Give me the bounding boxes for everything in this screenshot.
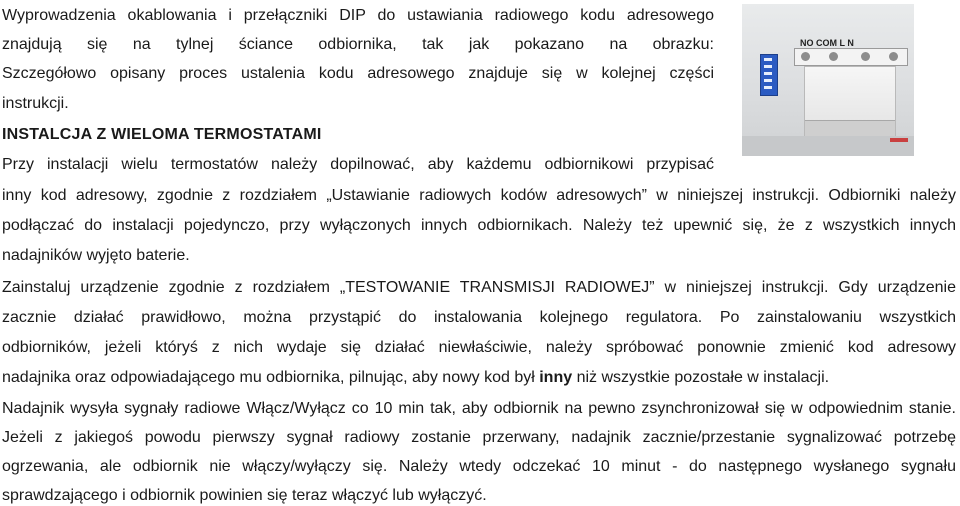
paragraph2-bold-word: inny	[539, 369, 573, 386]
photo-base	[742, 136, 914, 156]
terminal-labels: NO COM L N	[800, 38, 854, 48]
receiver-back-photo	[742, 4, 914, 156]
terminal-screw	[829, 52, 838, 61]
paragraph2-line-4-before: nadajnika oraz odpowiadającego mu odbiornika, pilnując, aby nowy kod był	[2, 369, 540, 386]
terminal-screw	[889, 52, 898, 61]
intro-line-1: Wyprowadzenia okablowania i przełączniki DIP do ustawiania radiowego kodu adresowego	[2, 7, 714, 24]
intro-line-3: Szczegółowo opisany proces ustalenia kodu adresowego znajduje się w kolejnej części	[2, 65, 714, 82]
paragraph2-line-1: Zainstaluj urządzenie zgodnie z rozdziałem „TESTOWANIE TRANSMISJI RADIOWEJ” w niniejszej instrukcji. Gdy urządzenie	[2, 279, 956, 296]
dip-lever	[764, 65, 772, 68]
terminal-screw	[801, 52, 810, 61]
terminal-block	[794, 48, 908, 66]
paragraph2-line-3: odbiorników, jeżeli któryś z nich wydaje się działać niewłaściwie, należy spróbować ponownie zmienić kod adresowy	[2, 339, 956, 356]
dip-lever	[764, 79, 772, 82]
paragraph3-line-2: Jeżeli z jakiegoś powodu pierwszy sygnał radiowy zostanie przerwany, nadajnik zacznie/przestanie sygnalizować potrzebę	[2, 429, 956, 446]
paragraph1-line-1: Przy instalacji wielu termostatów należy dopilnować, aby każdemu odbiornikowi przypisać	[2, 156, 714, 173]
paragraph1-line-2: inny kod adresowy, zgodnie z rozdziałem „Ustawianie radiowych kodów adresowych” w niniejszej instrukcji. Odbiorniki należy	[2, 187, 956, 204]
mounting-bracket	[804, 66, 896, 139]
red-mark	[890, 138, 908, 142]
dip-lever	[764, 72, 772, 75]
paragraph1-line-4: nadajników wyjęto baterie.	[2, 247, 190, 264]
terminal-screw	[861, 52, 870, 61]
intro-line-2: znajdują się na tylnej ściance odbiornika, tak jak pokazano na obrazku:	[2, 36, 714, 53]
paragraph2-line-4-after: niż wszystkie pozostałe w instalacji.	[572, 369, 830, 386]
paragraph2-line-2: zacznie działać prawidłowo, można przystąpić do instalowania kolejnego regulatora. Po zainstalowaniu wszystkich	[2, 309, 956, 326]
paragraph3-line-4: sprawdzającego i odbiornik powinien się teraz włączyć lub wyłączyć.	[2, 487, 487, 504]
dip-switch-icon	[760, 54, 778, 96]
paragraph3-line-3: ogrzewania, ale odbiornik nie włączy/wyłączy się. Należy wtedy odczekać 10 minut - do następnego wysłanego sygnału	[2, 458, 956, 475]
dip-lever	[764, 86, 772, 89]
paragraph3-line-1: Nadajnik wysyła sygnały radiowe Włącz/Wyłącz co 10 min tak, aby odbiornik na pewno zsynchronizował się w odpowiednim stanie.	[2, 400, 956, 417]
paragraph1-line-3: podłączać do instalacji pojedynczo, przy wyłączonych innych odbiornikach. Należy też upewnić się, że z wszystkich innych	[2, 217, 956, 234]
paragraph2-line-4	[2, 368, 829, 388]
section-heading: INSTALCJA Z WIELOMA TERMOSTATAMI	[2, 126, 322, 143]
dip-lever	[764, 58, 772, 61]
intro-line-4: instrukcji.	[2, 95, 69, 112]
